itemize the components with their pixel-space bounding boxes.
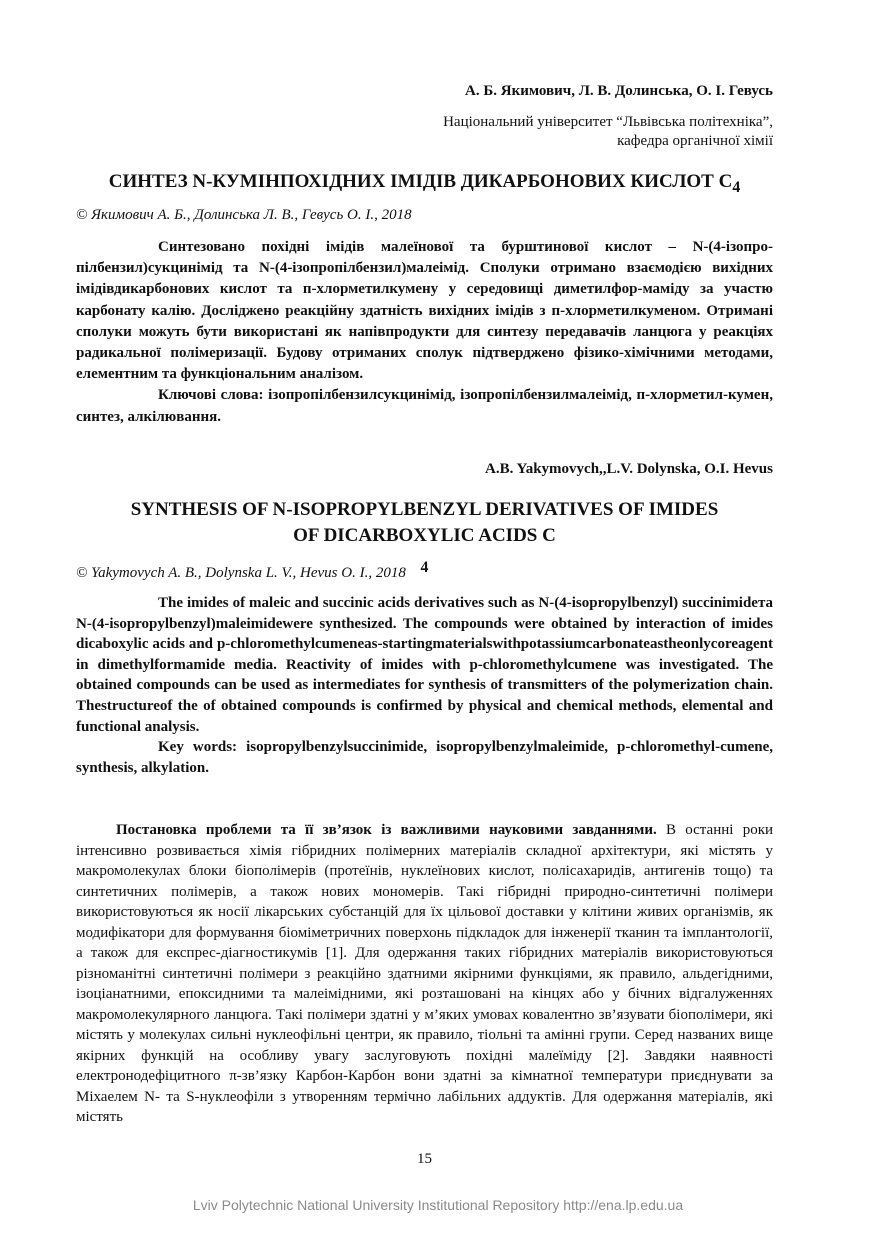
title-ukrainian-subscript: 4 (732, 178, 741, 196)
copyright-ukrainian: © Якимович А. Б., Долинська Л. В., Гевусь О. І., 2018 (76, 207, 412, 223)
copyright-english: © Yakymovych A. B., Dolynska L. V., Hevus O. I., 2018 (76, 565, 406, 581)
title-english-subscript: 4 (420, 558, 429, 576)
title-ukrainian-text: СИНТЕЗ N-КУМІНПОХІДНИХ ІМІДІВ ДИКАРБОНОВИХ КИСЛОТ C (108, 171, 733, 192)
affiliation-line-1: Національний університет “Львівська політехніка”, (443, 114, 773, 130)
keywords-english: Key words: isopropylbenzylsuccinimide, isopropylbenzylmaleimide, p-chloromethyl-cumene, synthesis, alkylation. (76, 739, 773, 776)
authors-ukrainian: А. Б. Якимович, Л. В. Долинська, О. І. Гевусь (464, 83, 773, 99)
affiliation-line-2: кафедра органічної хімії (617, 133, 773, 149)
abstract-english (76, 593, 773, 778)
affiliation (443, 113, 773, 151)
body-paragraph-text: В останні роки інтенсивно розвивається хімія гібридних полімерних матеріалів складної архітектури, які містять у макромолекулах блоки біополімерів (протеїнів, нуклеїнових кислот, полісахаридів, антигенів тощо) та синтетичних полімерів, а також нових мономерів. Такі гібридні природно-синтетичні полімери використовуються як носії лікарських субстанцій для їх цільової доставки у клітини живих організмів, як модифікатори для формування біоміметричних поверхонь підкладок для інженерії тканин та імплантології, а також для експрес-діагностикумів [1]. Для одержання таких гібридних матеріалів використовуються різноманітні синтетичні полімери з реакційно здатними якірними функціями, як правило, альдегідними, ізоціанатними, епоксидними та малеімідними, які розташовані на кінцях або у бічних відгалуженнях макромолекулярного ланцюга. Такі полімери здатні у м’яких умовах ковалентно зв’язувати біополімери, які містять у молекулах сильні нуклеофільні центри, як правило, тіольні та амінні групи. Серед названих вище якірних функцій на особливу увагу заслуговують похідні малеїміду [2]. Завдяки наявності електронодефіцитного π-зв’язку Карбон-Карбон вони здатні за кімнатної температури приєднувати за Міхаелем N- та S-нуклеофіли з утворенням термічно лабільних аддуктів. Для одержання матеріалів, які містять (76, 822, 774, 1125)
title-english-line-1: SYNTHESIS OF N-ISOPROPYLBENZYL DERIVATIVES OF IMIDES (130, 499, 719, 520)
repository-footer: Lviv Polytechnic National University Institutional Repository http://ena.lp.edu.ua (192, 1197, 684, 1213)
abstract-english-text: The imides of maleic and succinic acids derivatives such as N-(4-isopropylbenzyl) succinimideта N-(4-isopropylbenzyl)maleimidewere synthesized. The compounds were obtained by interaction of imides dicaboxylic acids and p-chloromethylcumeneas-startingmaterialswithpotassiumcarbonateastheonlycoreagent in dimethylformamide media. Reactivity of imides with p-chloromethylcumene was investigated. The obtained compounds can be used as intermediates for synthesis of transmitters of the polymerization chain. Thestructureof the of obtained compounds is confirmed by physical and chemical methods, elemental and functional analysis. (76, 595, 773, 735)
title-ukrainian (76, 171, 773, 197)
section-lead-in: Постановка проблеми та її зв’язок із важливими науковими завданнями. (116, 822, 657, 838)
authors-english: A.B. Yakymovych,,L.V. Dolynska, O.I. Hevus (485, 461, 773, 477)
abstract-ukrainian (76, 237, 773, 428)
body-paragraph (76, 820, 773, 1128)
title-english-line-2-text: OF DICARBOXYLIC ACIDS C (293, 525, 556, 546)
body-section (76, 820, 773, 1128)
keywords-ukrainian: Ключові слова: ізопропілбензилсукцинімід, ізопропілбензилмалеімід, п-хлорметил-кумен, синтез, алкілювання. (76, 387, 773, 425)
abstract-ukrainian-text: Синтезовано похідні імідів малеїнової та бурштинової кислот – N-(4-ізопро-пілбензил)сукцинімід та N-(4-ізопропілбензил)малеімід. Сполуки отримано взаємодією вихідних імідівдикарбонових кислот та п-хлорметилкумену у середовищі диметилфор-маміду за участю карбонату калію. Досліджено реакційну здатність вихідних імідів з п-хлорметилкуменом. Отримані сполуки можуть бути використані як напівпродукти для синтезу передавачів ланцюга у реакціях радикальної полімеризації. Будову отриманих сполук підтверджено фізико-хімічними методами, елементним та функціональним аналізом. (76, 239, 773, 383)
page-number: 15 (417, 1151, 432, 1167)
